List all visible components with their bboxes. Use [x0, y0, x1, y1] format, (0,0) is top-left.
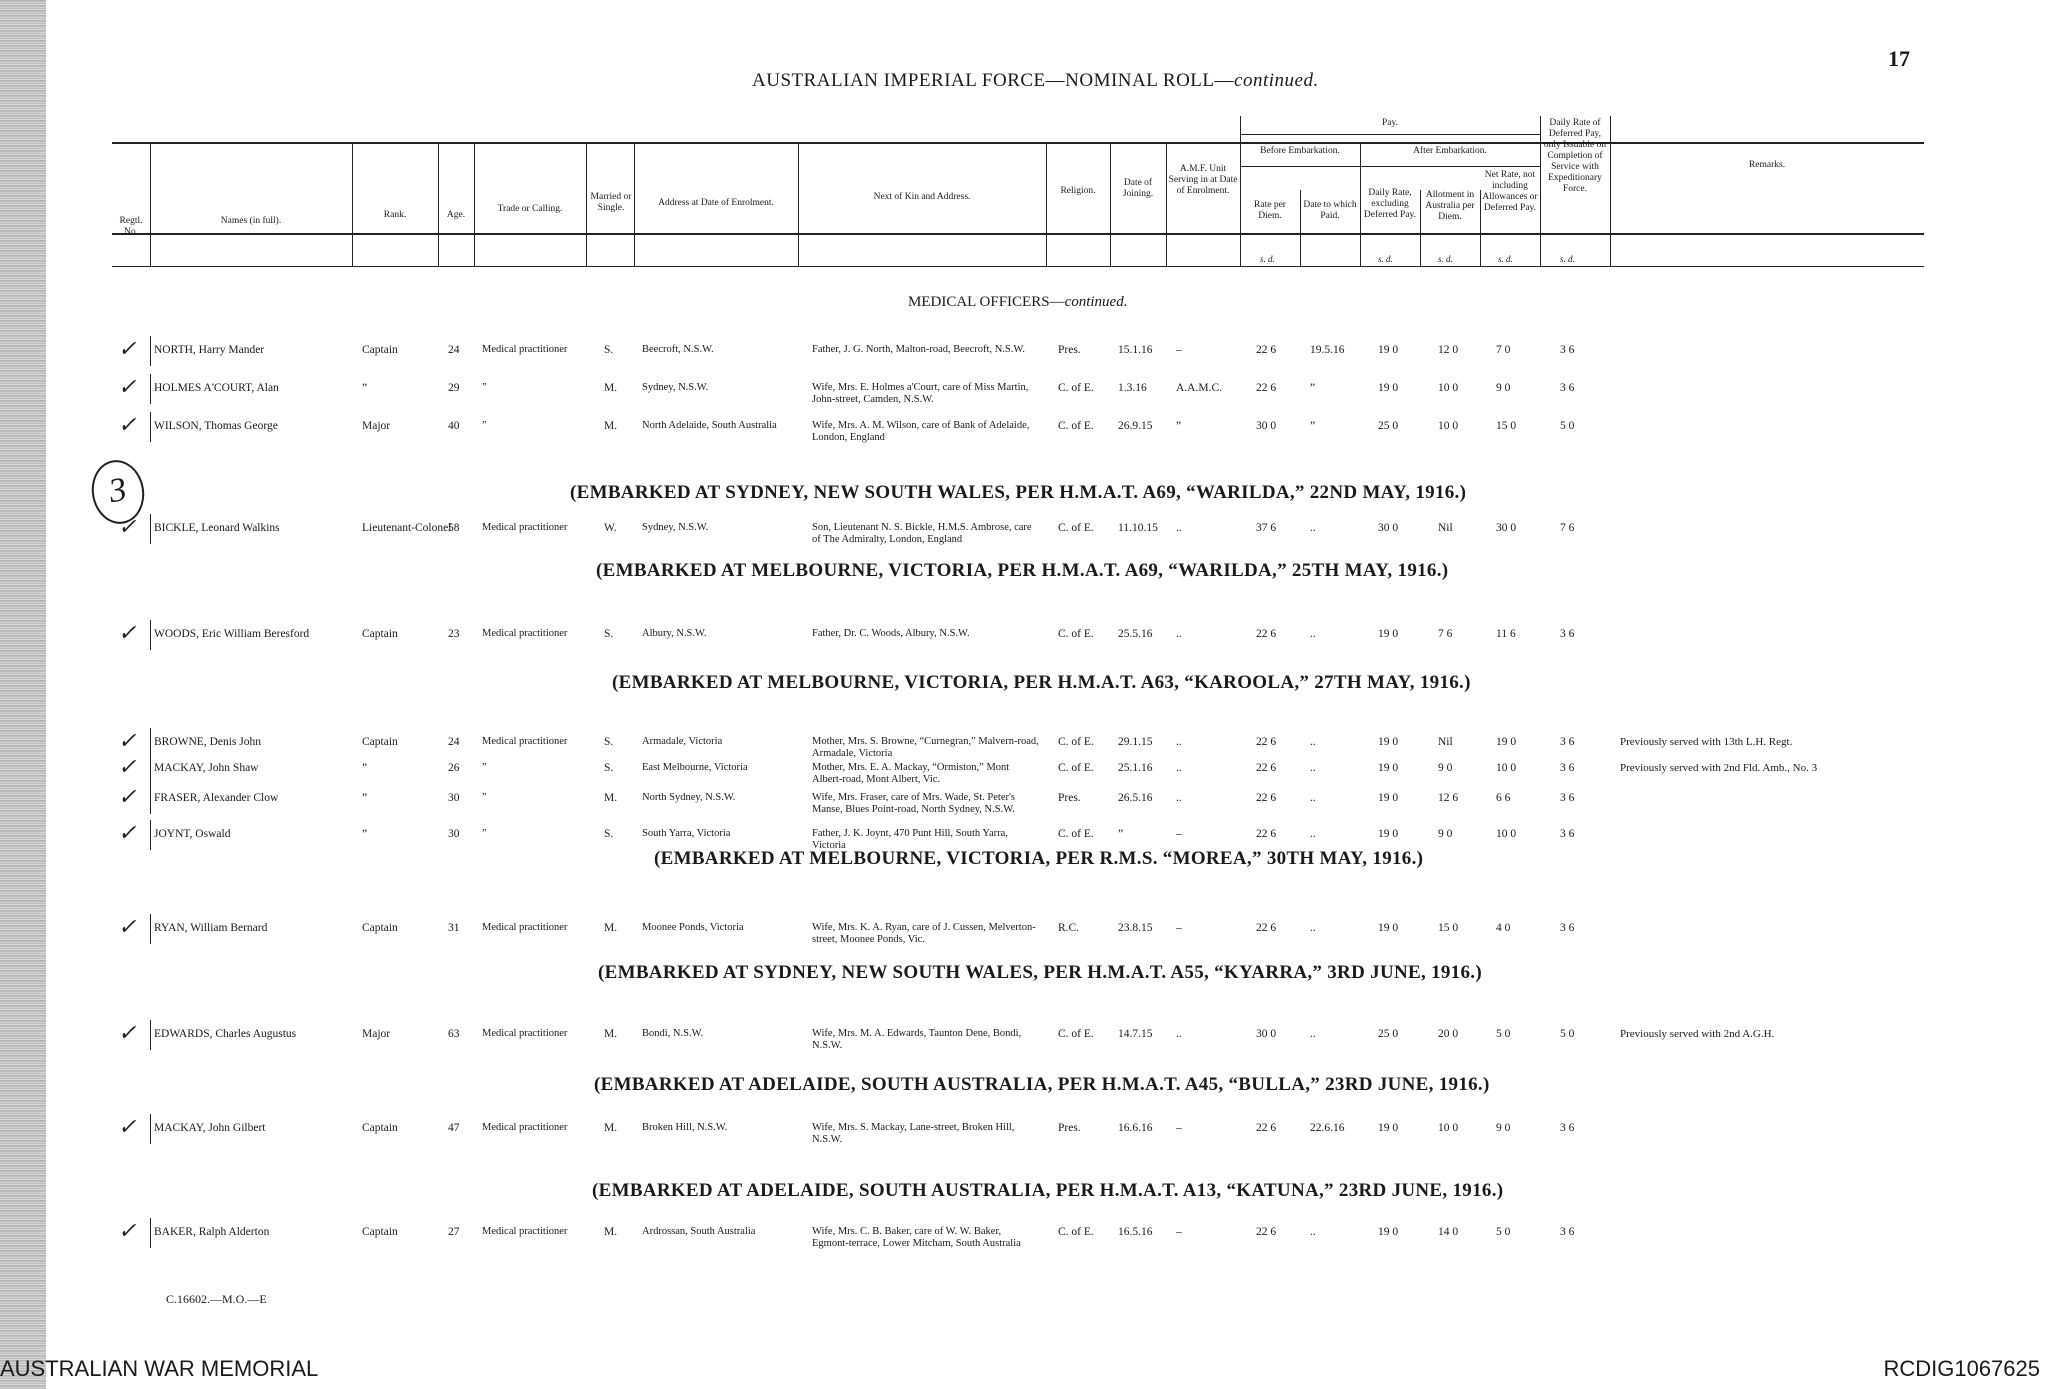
- next-of-kin-cell: Wife, Mrs. E. Holmes a'Court, care of Miss Martin, John-street, Camden, N.S.W.: [812, 382, 1029, 405]
- net-rate-cell: 5 0: [1496, 1226, 1511, 1238]
- religion-cell: Pres.: [1058, 792, 1081, 804]
- handwritten-tick-icon: ✓: [118, 784, 137, 809]
- next-of-kin-cell: Father, Dr. C. Woods, Albury, N.S.W.: [812, 628, 970, 639]
- address-cell: South Yarra, Victoria: [642, 828, 731, 839]
- handwritten-circled-number: 3: [87, 456, 149, 528]
- net-rate-cell: 10 0: [1496, 762, 1517, 774]
- trade-cell: Medical practitioner: [482, 522, 568, 533]
- marital-status-cell: M.: [604, 1028, 618, 1040]
- row-rule: [150, 914, 151, 944]
- address-cell: North Adelaide, South Australia: [642, 420, 777, 431]
- date-paid-cell: ”: [1310, 420, 1316, 432]
- rate-per-diem-cell: 22 6: [1256, 344, 1277, 356]
- marital-status-cell: M.: [604, 792, 618, 804]
- net-rate-cell: 9 0: [1496, 382, 1511, 394]
- archive-id: RCDIG1067625: [1883, 1356, 2040, 1381]
- amf-unit-cell: ..: [1176, 736, 1182, 748]
- rank-cell: ”: [362, 762, 368, 774]
- deferred-pay-cell: 3 6: [1560, 762, 1575, 774]
- allotment-cell: 9 0: [1438, 828, 1453, 840]
- date-paid-cell: ..: [1310, 736, 1316, 748]
- allotment-cell: 15 0: [1438, 922, 1459, 934]
- date-joining-cell: 25.5.16: [1118, 628, 1153, 640]
- header-regtl-no: Regtl. No.: [119, 216, 143, 237]
- rank-cell: ”: [362, 382, 368, 394]
- rank-cell: Captain: [362, 1226, 398, 1238]
- net-rate-cell: 10 0: [1496, 828, 1517, 840]
- age-cell: 30: [448, 828, 460, 840]
- deferred-pay-cell: 5 0: [1560, 1028, 1575, 1040]
- allotment-cell: 10 0: [1438, 382, 1459, 394]
- embarkation-heading: (EMBARKED AT MELBOURNE, VICTORIA, PER R.M.S. “MOREA,” 30TH MAY, 1916.): [654, 848, 1424, 869]
- handwritten-tick-icon: ✓: [118, 412, 137, 437]
- rate-per-diem-cell: 22 6: [1256, 828, 1277, 840]
- address-cell: Sydney, N.S.W.: [642, 522, 709, 533]
- rate-per-diem-cell: 22 6: [1256, 762, 1277, 774]
- handwritten-tick-icon: ✓: [118, 820, 137, 845]
- deferred-pay-cell: 3 6: [1560, 382, 1575, 394]
- daily-rate-cell: 19 0: [1378, 736, 1399, 748]
- header-age: Age.: [446, 210, 466, 220]
- date-joining-cell: ”: [1118, 828, 1124, 840]
- rate-per-diem-cell: 30 0: [1256, 420, 1277, 432]
- next-of-kin-cell: Wife, Mrs. A. M. Wilson, care of Bank of Adelaide, London, England: [812, 420, 1030, 443]
- marital-status-cell: W.: [604, 522, 617, 534]
- religion-cell: C. of E.: [1058, 1028, 1094, 1040]
- net-rate-cell: 19 0: [1496, 736, 1517, 748]
- archive-label: AUSTRALIAN WAR MEMORIAL: [0, 1356, 319, 1381]
- header-date-paid: Date to which Paid.: [1303, 200, 1357, 221]
- net-rate-cell: 9 0: [1496, 1122, 1511, 1134]
- daily-rate-cell: 19 0: [1378, 762, 1399, 774]
- age-cell: 26: [448, 762, 460, 774]
- net-rate-cell: 4 0: [1496, 922, 1511, 934]
- rank-cell: Captain: [362, 628, 398, 640]
- date-paid-cell: ”: [1310, 382, 1316, 394]
- remarks-cell: Previously served with 2nd Fld. Amb., No. 3: [1620, 762, 1818, 774]
- header-before-embarkation: Before Embarkation.: [1260, 146, 1340, 156]
- date-joining-cell: 26.9.15: [1118, 420, 1153, 432]
- address-cell: North Sydney, N.S.W.: [642, 792, 736, 803]
- religion-cell: C. of E.: [1058, 736, 1094, 748]
- daily-rate-cell: 25 0: [1378, 420, 1399, 432]
- date-joining-cell: 14.7.15: [1118, 1028, 1153, 1040]
- marital-status-cell: S.: [604, 736, 614, 748]
- marital-status-cell: M.: [604, 382, 618, 394]
- row-rule: [150, 336, 151, 366]
- header-rate-per-diem: Rate per Diem.: [1254, 200, 1286, 221]
- header-remarks: Remarks.: [1748, 160, 1786, 170]
- trade-cell: Medical practitioner: [482, 736, 568, 747]
- date-paid-cell: ..: [1310, 522, 1316, 534]
- daily-rate-cell: 25 0: [1378, 1028, 1399, 1040]
- header-religion: Religion.: [1060, 186, 1096, 196]
- remarks-cell: Previously served with 2nd A.G.H.: [1620, 1028, 1775, 1040]
- date-joining-cell: 29.1.15: [1118, 736, 1153, 748]
- rate-per-diem-cell: 30 0: [1256, 1028, 1277, 1040]
- marital-status-cell: S.: [604, 828, 614, 840]
- header-married: Married or Single.: [590, 192, 632, 213]
- daily-rate-cell: 19 0: [1378, 382, 1399, 394]
- trade-cell: ”: [482, 420, 487, 431]
- header-date-joining: Date of Joining.: [1122, 178, 1154, 199]
- page-title: [752, 70, 1319, 92]
- header-amf-unit: A.M.F. Unit Serving in at Date of Enrolment.: [1168, 164, 1238, 196]
- page-number: 17: [1888, 46, 1910, 71]
- allotment-cell: 12 6: [1438, 792, 1459, 804]
- rate-per-diem-cell: 22 6: [1256, 382, 1277, 394]
- next-of-kin-cell: Wife, Mrs. K. A. Ryan, care of J. Cussen, Melverton-street, Moonee Ponds, Vic.: [812, 922, 1036, 945]
- header-trade: Trade or Calling.: [497, 204, 563, 214]
- date-joining-cell: 16.6.16: [1118, 1122, 1153, 1134]
- trade-cell: Medical practitioner: [482, 1028, 568, 1039]
- title-continued: continued.: [1234, 70, 1319, 91]
- age-cell: 24: [448, 344, 460, 356]
- deferred-pay-cell: 3 6: [1560, 628, 1575, 640]
- name-cell: RYAN, William Bernard: [154, 922, 268, 934]
- header-pay: Pay.: [1381, 118, 1398, 128]
- rank-cell: ”: [362, 828, 368, 840]
- age-cell: 23: [448, 628, 460, 640]
- allotment-cell: Nil: [1438, 522, 1453, 534]
- allotment-cell: 20 0: [1438, 1028, 1459, 1040]
- allotment-cell: 9 0: [1438, 762, 1453, 774]
- next-of-kin-cell: Father, J. G. North, Malton-road, Beecroft, N.S.W.: [812, 344, 1025, 355]
- age-cell: 30: [448, 792, 460, 804]
- religion-cell: C. of E.: [1058, 420, 1094, 432]
- header-next-of-kin: Next of Kin and Address.: [873, 192, 971, 202]
- header-daily-rate: Daily Rate, excluding Deferred Pay.: [1363, 188, 1417, 220]
- header-address: Address at Date of Enrolment.: [658, 198, 774, 208]
- amf-unit-cell: –: [1176, 1122, 1182, 1134]
- daily-rate-cell: 19 0: [1378, 1226, 1399, 1238]
- name-cell: EDWARDS, Charles Augustus: [154, 1028, 297, 1040]
- address-cell: Bondi, N.S.W.: [642, 1028, 704, 1039]
- handwritten-tick-icon: ✓: [118, 1114, 137, 1139]
- row-rule: [150, 620, 151, 650]
- next-of-kin-cell: Father, J. K. Joynt, 470 Punt Hill, South Yarra, Victoria: [812, 828, 1008, 851]
- age-cell: 40: [448, 420, 460, 432]
- trade-cell: Medical practitioner: [482, 1122, 568, 1133]
- rate-per-diem-cell: 22 6: [1256, 736, 1277, 748]
- marital-status-cell: S.: [604, 628, 614, 640]
- rate-per-diem-cell: 22 6: [1256, 792, 1277, 804]
- row-rule: [150, 374, 151, 404]
- deferred-pay-cell: 3 6: [1560, 1122, 1575, 1134]
- name-cell: BAKER, Ralph Alderton: [154, 1226, 270, 1238]
- handwritten-tick-icon: ✓: [118, 914, 137, 939]
- handwritten-tick-icon: ✓: [118, 374, 137, 399]
- religion-cell: Pres.: [1058, 1122, 1081, 1134]
- religion-cell: C. of E.: [1058, 382, 1094, 394]
- trade-cell: ”: [482, 762, 487, 773]
- age-cell: 58: [448, 522, 460, 534]
- net-rate-cell: 6 6: [1496, 792, 1511, 804]
- unit-sd: s. d.: [1260, 254, 1275, 264]
- address-cell: Broken Hill, N.S.W.: [642, 1122, 728, 1133]
- allotment-cell: 14 0: [1438, 1226, 1459, 1238]
- embarkation-heading: (EMBARKED AT ADELAIDE, SOUTH AUSTRALIA, PER H.M.A.T. A45, “BULLA,” 23RD JUNE, 1916.): [594, 1074, 1490, 1095]
- deferred-pay-cell: 3 6: [1560, 736, 1575, 748]
- deferred-pay-cell: 7 6: [1560, 522, 1575, 534]
- rank-cell: ”: [362, 792, 368, 804]
- allotment-cell: 12 0: [1438, 344, 1459, 356]
- row-rule: [150, 1020, 151, 1050]
- daily-rate-cell: 19 0: [1378, 922, 1399, 934]
- rank-cell: Captain: [362, 736, 398, 748]
- net-rate-cell: 15 0: [1496, 420, 1517, 432]
- trade-cell: Medical practitioner: [482, 344, 568, 355]
- header-mid-rule: [112, 233, 1924, 235]
- embarkation-heading: (EMBARKED AT MELBOURNE, VICTORIA, PER H.M.A.T. A63, “KAROOLA,” 27TH MAY, 1916.): [612, 672, 1471, 693]
- header-names: Names (in full).: [220, 216, 282, 226]
- date-paid-cell: ..: [1310, 762, 1316, 774]
- religion-cell: Pres.: [1058, 344, 1081, 356]
- handwritten-tick-icon: ✓: [118, 1020, 137, 1045]
- date-joining-cell: 26.5.16: [1118, 792, 1153, 804]
- religion-cell: C. of E.: [1058, 628, 1094, 640]
- rank-cell: Captain: [362, 1122, 398, 1134]
- deferred-pay-cell: 3 6: [1560, 828, 1575, 840]
- trade-cell: Medical practitioner: [482, 628, 568, 639]
- deferred-pay-cell: 3 6: [1560, 1226, 1575, 1238]
- trade-cell: ”: [482, 792, 487, 803]
- next-of-kin-cell: Wife, Mrs. S. Mackay, Lane-street, Broken Hill, N.S.W.: [812, 1122, 1015, 1145]
- section-title: MEDICAL OFFICERS—continued.: [908, 294, 1128, 310]
- name-cell: WILSON, Thomas George: [154, 420, 278, 432]
- rate-per-diem-cell: 22 6: [1256, 1226, 1277, 1238]
- date-paid-cell: ..: [1310, 1028, 1316, 1040]
- trade-cell: Medical practitioner: [482, 922, 568, 933]
- rank-cell: Lieutenant-Colonel: [362, 522, 452, 534]
- daily-rate-cell: 19 0: [1378, 792, 1399, 804]
- unit-sd: s. d.: [1438, 254, 1453, 264]
- row-rule: [150, 820, 151, 850]
- address-cell: Armadale, Victoria: [642, 736, 723, 747]
- date-paid-cell: 22.6.16: [1310, 1122, 1345, 1134]
- row-rule: [150, 754, 151, 784]
- amf-unit-cell: ..: [1176, 1028, 1182, 1040]
- amf-unit-cell: –: [1176, 344, 1182, 356]
- header-after-embarkation: After Embarkation.: [1413, 146, 1487, 156]
- deferred-pay-cell: 3 6: [1560, 922, 1575, 934]
- age-cell: 24: [448, 736, 460, 748]
- name-cell: BICKLE, Leonard Walkins: [154, 522, 280, 534]
- rate-per-diem-cell: 37 6: [1256, 522, 1277, 534]
- date-paid-cell: 19.5.16: [1310, 344, 1345, 356]
- row-rule: [150, 412, 151, 442]
- embarkation-heading: (EMBARKED AT ADELAIDE, SOUTH AUSTRALIA, PER H.M.A.T. A13, “KATUNA,” 23RD JUNE, 1916.): [592, 1180, 1504, 1201]
- scan-edge-noise: [0, 0, 46, 1389]
- allotment-cell: 10 0: [1438, 1122, 1459, 1134]
- rate-per-diem-cell: 22 6: [1256, 628, 1277, 640]
- date-joining-cell: 16.5.16: [1118, 1226, 1153, 1238]
- name-cell: FRASER, Alexander Clow: [154, 792, 279, 804]
- unit-sd: s. d.: [1560, 254, 1575, 264]
- next-of-kin-cell: Mother, Mrs. S. Browne, “Curnegran,” Malvern-road, Armadale, Victoria: [812, 736, 1039, 759]
- religion-cell: C. of E.: [1058, 1226, 1094, 1238]
- date-paid-cell: ..: [1310, 828, 1316, 840]
- amf-unit-cell: –: [1176, 828, 1182, 840]
- daily-rate-cell: 19 0: [1378, 828, 1399, 840]
- handwritten-tick-icon: ✓: [118, 754, 137, 779]
- unit-sd: s. d.: [1498, 254, 1513, 264]
- age-cell: 47: [448, 1122, 460, 1134]
- address-cell: Albury, N.S.W.: [642, 628, 707, 639]
- daily-rate-cell: 19 0: [1378, 628, 1399, 640]
- marital-status-cell: M.: [604, 1122, 618, 1134]
- date-paid-cell: ..: [1310, 1226, 1316, 1238]
- next-of-kin-cell: Mother, Mrs. E. A. Mackay, “Ormiston,” Mont Albert-road, Mont Albert, Vic.: [812, 762, 1010, 785]
- religion-cell: C. of E.: [1058, 828, 1094, 840]
- daily-rate-cell: 19 0: [1378, 344, 1399, 356]
- handwritten-tick-icon: ✓: [118, 620, 137, 645]
- rank-cell: Major: [362, 1028, 391, 1040]
- amf-unit-cell: ..: [1176, 762, 1182, 774]
- address-cell: Moonee Ponds, Victoria: [642, 922, 744, 933]
- net-rate-cell: 11 6: [1496, 628, 1516, 640]
- handwritten-tick-icon: ✓: [118, 336, 137, 361]
- address-cell: Ardrossan, South Australia: [642, 1226, 756, 1237]
- handwritten-tick-icon: ✓: [118, 1218, 137, 1243]
- name-cell: NORTH, Harry Mander: [154, 344, 265, 356]
- date-joining-cell: 25.1.16: [1118, 762, 1153, 774]
- date-paid-cell: ..: [1310, 628, 1316, 640]
- religion-cell: R.C.: [1058, 922, 1080, 934]
- name-cell: JOYNT, Oswald: [154, 828, 231, 840]
- embarkation-heading: (EMBARKED AT SYDNEY, NEW SOUTH WALES, PER H.M.A.T. A55, “KYARRA,” 3RD JUNE, 1916.): [598, 962, 1482, 983]
- rate-per-diem-cell: 22 6: [1256, 922, 1277, 934]
- row-rule: [150, 1218, 151, 1248]
- date-joining-cell: 15.1.16: [1118, 344, 1153, 356]
- name-cell: MACKAY, John Gilbert: [154, 1122, 266, 1134]
- row-rule: [150, 514, 151, 544]
- religion-cell: C. of E.: [1058, 762, 1094, 774]
- header-deferred: Daily Rate of Deferred Pay, only Issuable on Completion of Service with Expeditionary Force.: [1543, 118, 1607, 194]
- age-cell: 27: [448, 1226, 460, 1238]
- handwritten-tick-icon: ✓: [118, 514, 137, 539]
- embarkation-heading: (EMBARKED AT MELBOURNE, VICTORIA, PER H.M.A.T. A69, “WARILDA,” 25TH MAY, 1916.): [596, 560, 1449, 581]
- name-cell: BROWNE, Denis John: [154, 736, 262, 748]
- row-rule: [150, 784, 151, 814]
- rank-cell: Major: [362, 420, 391, 432]
- header-allotment: Allotment in Australia per Diem.: [1425, 190, 1475, 222]
- date-paid-cell: ..: [1310, 792, 1316, 804]
- allotment-cell: Nil: [1438, 736, 1453, 748]
- daily-rate-cell: 19 0: [1378, 1122, 1399, 1134]
- net-rate-cell: 7 0: [1496, 344, 1511, 356]
- deferred-pay-cell: 3 6: [1560, 792, 1575, 804]
- next-of-kin-cell: Son, Lieutenant N. S. Bickle, H.M.S. Ambrose, care of The Admiralty, London, England: [812, 522, 1032, 545]
- age-cell: 63: [448, 1028, 460, 1040]
- amf-unit-cell: ..: [1176, 628, 1182, 640]
- header-top-rule: [112, 142, 1924, 144]
- allotment-cell: 7 6: [1438, 628, 1453, 640]
- title-main: AUSTRALIAN IMPERIAL FORCE—NOMINAL ROLL—: [752, 70, 1235, 91]
- next-of-kin-cell: Wife, Mrs. M. A. Edwards, Taunton Dene, Bondi, N.S.W.: [812, 1028, 1022, 1051]
- header-rank: Rank.: [383, 210, 407, 220]
- allotment-cell: 10 0: [1438, 420, 1459, 432]
- marital-status-cell: S.: [604, 344, 614, 356]
- address-cell: Beecroft, N.S.W.: [642, 344, 714, 355]
- date-joining-cell: 1.3.16: [1118, 382, 1147, 394]
- rank-cell: Captain: [362, 922, 398, 934]
- embarkation-heading: (EMBARKED AT SYDNEY, NEW SOUTH WALES, PER H.M.A.T. A69, “WARILDA,” 22ND MAY, 1916.): [570, 482, 1467, 503]
- amf-unit-cell: ..: [1176, 792, 1182, 804]
- trade-cell: ”: [482, 382, 487, 393]
- amf-unit-cell: A.A.M.C.: [1176, 382, 1223, 394]
- amf-unit-cell: ..: [1176, 522, 1182, 534]
- address-cell: East Melbourne, Victoria: [642, 762, 748, 773]
- address-cell: Sydney, N.S.W.: [642, 382, 709, 393]
- trade-cell: Medical practitioner: [482, 1226, 568, 1237]
- date-paid-cell: ..: [1310, 922, 1316, 934]
- header-bottom-rule: [112, 266, 1924, 267]
- name-cell: HOLMES A'COURT, Alan: [154, 382, 279, 394]
- name-cell: WOODS, Eric William Beresford: [154, 628, 310, 640]
- date-joining-cell: 11.10.15: [1118, 522, 1158, 534]
- date-joining-cell: 23.8.15: [1118, 922, 1153, 934]
- rank-cell: Captain: [362, 344, 398, 356]
- form-code: C.16602.—M.O.—E: [166, 1292, 267, 1306]
- next-of-kin-cell: Wife, Mrs. Fraser, care of Mrs. Wade, St. Peter's Manse, Blues Point-road, North Sydney, N.S.W.: [812, 792, 1015, 815]
- age-cell: 31: [448, 922, 460, 934]
- net-rate-cell: 30 0: [1496, 522, 1517, 534]
- remarks-cell: Previously served with 13th L.H. Regt.: [1620, 736, 1793, 748]
- name-cell: MACKAY, John Shaw: [154, 762, 259, 774]
- row-rule: [150, 1114, 151, 1144]
- deferred-pay-cell: 3 6: [1560, 344, 1575, 356]
- marital-status-cell: M.: [604, 922, 618, 934]
- religion-cell: C. of E.: [1058, 522, 1094, 534]
- amf-unit-cell: –: [1176, 1226, 1182, 1238]
- daily-rate-cell: 30 0: [1378, 522, 1399, 534]
- unit-sd: s. d.: [1378, 254, 1393, 264]
- handwritten-tick-icon: ✓: [118, 728, 137, 753]
- marital-status-cell: M.: [604, 420, 618, 432]
- marital-status-cell: M.: [604, 1226, 618, 1238]
- amf-unit-cell: ”: [1176, 420, 1182, 432]
- amf-unit-cell: –: [1176, 922, 1182, 934]
- trade-cell: ”: [482, 828, 487, 839]
- age-cell: 29: [448, 382, 460, 394]
- rate-per-diem-cell: 22 6: [1256, 1122, 1277, 1134]
- net-rate-cell: 5 0: [1496, 1028, 1511, 1040]
- marital-status-cell: S.: [604, 762, 614, 774]
- header-net-rate: Net Rate, not including Allowances or Deferred Pay.: [1482, 170, 1538, 213]
- deferred-pay-cell: 5 0: [1560, 420, 1575, 432]
- next-of-kin-cell: Wife, Mrs. C. B. Baker, care of W. W. Baker, Egmont-terrace, Lower Mitcham, South Australia: [812, 1226, 1021, 1249]
